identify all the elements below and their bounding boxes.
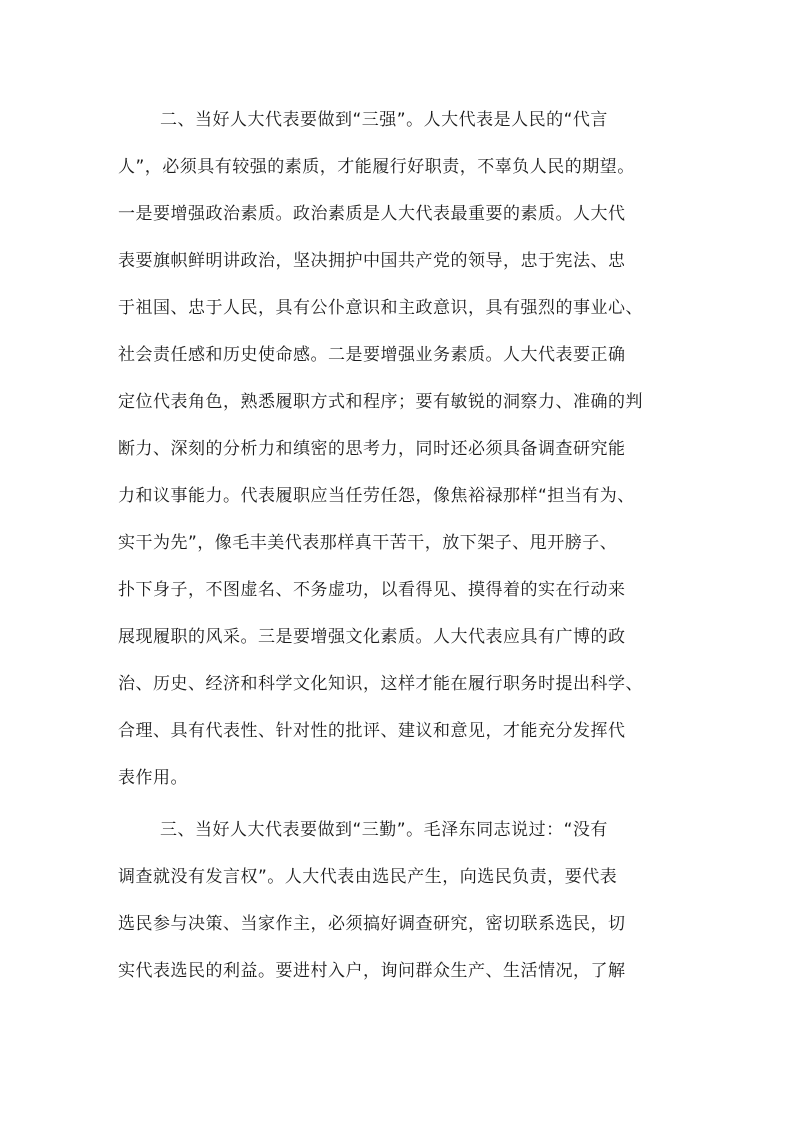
text-line: 调查就没有发言权”。人大代表由选民产生，向选民负责，要代表: [118, 867, 618, 887]
text-line: 实干为先”，像毛丰美代表那样真干苦干，放下架子、甩开膀子、: [118, 533, 618, 553]
text-line: 一是要增强政治素质。政治素质是人大代表最重要的素质。人大代: [118, 204, 626, 224]
text-line: 实代表选民的利益。要进村入户，询问群众生产、生活情况，了解: [118, 961, 626, 981]
text-line: 定位代表角色，熟悉履职方式和程序；要有敏锐的洞察力、准确的判: [118, 392, 643, 412]
text-line: 展现履职的风采。三是要增强文化素质。人大代表应具有广博的政: [118, 627, 626, 647]
text-line: 二、当好人大代表要做到“三强”。人大代表是人民的“代言: [160, 110, 608, 130]
text-line: 扑下身子，不图虚名、不务虚功，以看得见、摸得着的实在行动来: [118, 580, 626, 600]
text-line: 三、当好人大代表要做到“三勤”。毛泽东同志说过：“没有: [160, 820, 608, 840]
text-line: 合理、具有代表性、针对性的批评、建议和意见，才能充分发挥代: [118, 721, 626, 741]
text-line: 表作用。: [118, 768, 188, 788]
text-line: 社会责任感和历史使命感。二是要增强业务素质。人大代表要正确: [118, 345, 626, 365]
text-line: 选民参与决策、当家作主，必须搞好调查研究，密切联系选民，切: [118, 914, 626, 934]
text-line: 治、历史、经济和科学文化知识，这样才能在履行职务时提出科学、: [118, 674, 643, 694]
text-line: 于祖国、忠于人民，具有公仆意识和主政意识，具有强烈的事业心、: [118, 298, 643, 318]
text-line: 力和议事能力。代表履职应当任劳任怨，像焦裕禄那样“担当有为、: [118, 486, 635, 506]
text-line: 断力、深刻的分析力和缜密的思考力，同时还必须具备调查研究能: [118, 439, 626, 459]
text-line: 表要旗帜鲜明讲政治，坚决拥护中国共产党的领导，忠于宪法、忠: [118, 251, 626, 271]
text-line: 人”，必须具有较强的素质，才能履行好职责，不辜负人民的期望。: [118, 157, 635, 177]
